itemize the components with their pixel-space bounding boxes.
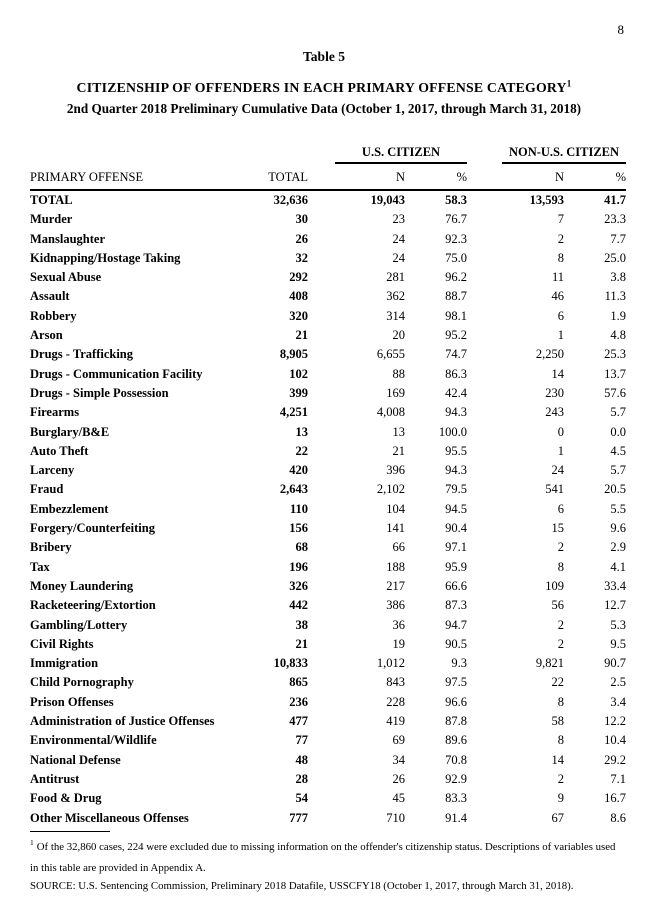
- total-cell: 236: [289, 694, 308, 709]
- offense-name-cell: Drugs - Communication Facility: [30, 366, 203, 381]
- offense-name-cell: Bribery: [30, 540, 72, 555]
- col-header-primary-offense: PRIMARY OFFENSE: [30, 164, 243, 190]
- total-cell: 10,833: [273, 656, 308, 671]
- nonus-n-cell: 46: [551, 289, 564, 304]
- nonus-n-cell: 56: [551, 598, 564, 613]
- nonus-pct-cell: 57.6: [604, 385, 626, 400]
- total-cell: 156: [289, 521, 308, 536]
- table-row: [30, 538, 626, 557]
- title-text: CITIZENSHIP OF OFFENDERS IN EACH PRIMARY OFFENSE CATEGORY: [76, 80, 567, 95]
- total-cell: 442: [289, 598, 308, 613]
- table-label: Table 5: [303, 49, 345, 64]
- column-header-row: [30, 164, 626, 190]
- nonus-n-cell: 7: [557, 212, 564, 227]
- us-n-cell: 26: [392, 771, 405, 786]
- total-cell: 54: [295, 791, 308, 806]
- nonus-n-cell: 2: [557, 771, 564, 786]
- offense-name-cell: Drugs - Simple Possession: [30, 385, 169, 400]
- total-cell: 4,251: [279, 405, 308, 420]
- nonus-n-cell: 1: [557, 443, 564, 458]
- total-cell: 13: [295, 424, 308, 439]
- footnote: [30, 837, 624, 879]
- offense-name-cell: Food & Drug: [30, 791, 102, 806]
- total-cell: 8,905: [279, 347, 308, 362]
- us-pct-cell: 95.2: [445, 328, 467, 343]
- total-cell: 26: [295, 231, 308, 246]
- nonus-n-cell: 11: [551, 270, 564, 285]
- offense-name-cell: Sexual Abuse: [30, 270, 102, 285]
- us-pct-cell: 42.4: [445, 385, 467, 400]
- nonus-n-cell: 22: [551, 675, 564, 690]
- nonus-pct-cell: 33.4: [604, 578, 626, 593]
- offense-name-cell: Burglary/B&E: [30, 424, 110, 439]
- table-row: [30, 731, 626, 750]
- total-cell: 32: [295, 250, 308, 265]
- document-title: [0, 80, 648, 96]
- nonus-pct-cell: 10.4: [604, 733, 626, 748]
- offense-name-cell: Civil Rights: [30, 636, 94, 651]
- offense-name-cell: Drugs - Trafficking: [30, 347, 134, 362]
- us-pct-cell: 88.7: [445, 289, 467, 304]
- us-n-cell: 24: [392, 231, 405, 246]
- us-n-cell: 21: [392, 443, 405, 458]
- total-cell: 22: [295, 443, 308, 458]
- us-n-cell: 228: [386, 694, 405, 709]
- nonus-pct-cell: 41.7: [604, 193, 626, 207]
- us-n-cell: 19,043: [370, 193, 405, 207]
- us-pct-cell: 94.3: [445, 463, 467, 478]
- offense-name-cell: Gambling/Lottery: [30, 617, 128, 632]
- table-row: [30, 789, 626, 808]
- us-pct-cell: 97.5: [445, 675, 467, 690]
- total-cell: 399: [289, 385, 308, 400]
- source-line: SOURCE: U.S. Sentencing Commission, Preliminary 2018 Datafile, USSCFY18 (October 1, 2017, through March 31, 2018).: [30, 880, 574, 892]
- nonus-pct-cell: 4.8: [610, 328, 626, 343]
- nonus-pct-cell: 25.0: [604, 250, 626, 265]
- us-pct-cell: 90.5: [445, 636, 467, 651]
- us-n-cell: 314: [386, 308, 405, 323]
- nonus-pct-cell: 5.5: [610, 501, 626, 516]
- us-citizen-group-header: U.S. CITIZEN: [335, 145, 467, 164]
- us-n-cell: 362: [386, 289, 405, 304]
- nonus-pct-cell: 7.7: [610, 231, 626, 246]
- nonus-pct-cell: 0.0: [610, 424, 626, 439]
- col-header-us-n: N: [308, 164, 405, 190]
- us-pct-cell: 87.8: [445, 714, 467, 729]
- nonus-pct-cell: 29.2: [604, 752, 626, 767]
- offense-name-cell: Child Pornography: [30, 675, 134, 690]
- us-pct-cell: 86.3: [445, 366, 467, 381]
- us-n-cell: 843: [386, 675, 405, 690]
- table-row: [30, 500, 626, 519]
- footnote-marker: 1: [30, 838, 34, 848]
- us-pct-cell: 92.9: [445, 771, 467, 786]
- total-cell: 292: [289, 270, 308, 285]
- nonus-n-cell: 8: [557, 559, 564, 574]
- us-pct-cell: 95.9: [445, 559, 467, 574]
- table-row: [30, 384, 626, 403]
- offense-name-cell: Racketeering/Extortion: [30, 598, 156, 613]
- us-pct-cell: 70.8: [445, 752, 467, 767]
- nonus-pct-cell: 2.5: [610, 675, 626, 690]
- col-header-us-pct: %: [405, 164, 467, 190]
- offense-name-cell: Auto Theft: [30, 443, 89, 458]
- us-n-cell: 710: [386, 810, 405, 825]
- offense-name-cell: Immigration: [30, 656, 99, 671]
- nonus-n-cell: 8: [557, 694, 564, 709]
- table-row: [30, 403, 626, 422]
- table-row: [30, 365, 626, 384]
- table-row: [30, 249, 626, 268]
- offense-name-cell: Prison Offenses: [30, 694, 114, 709]
- nonus-pct-cell: 8.6: [610, 810, 626, 825]
- total-cell: 102: [289, 366, 308, 381]
- offense-name-cell: National Defense: [30, 752, 121, 767]
- table-row: [30, 307, 626, 326]
- us-citizen-group-header-cell: [308, 138, 467, 164]
- table-row: [30, 230, 626, 249]
- us-pct-cell: 98.1: [445, 308, 467, 323]
- us-pct-cell: 58.3: [445, 193, 467, 207]
- group-header-spacer: [30, 138, 308, 164]
- title-footnote-marker: 1: [566, 78, 572, 89]
- total-cell: 28: [295, 771, 308, 786]
- footnote-text: Of the 32,860 cases, 224 were excluded due to missing information on the offender's citizenship status. Descriptions of variables used in this table are provided in Appendix A.: [30, 841, 616, 874]
- us-pct-cell: 79.5: [445, 482, 467, 497]
- nonus-n-cell: 2: [557, 540, 564, 555]
- total-cell: 777: [289, 810, 308, 825]
- table-row: [30, 635, 626, 654]
- nonus-pct-cell: 9.6: [610, 521, 626, 536]
- document-subtitle: 2nd Quarter 2018 Preliminary Cumulative Data (October 1, 2017, through March 31, 2018): [66, 101, 582, 116]
- nonus-n-cell: 230: [545, 385, 564, 400]
- us-pct-cell: 94.3: [445, 405, 467, 420]
- us-pct-cell: 87.3: [445, 598, 467, 613]
- us-pct-cell: 83.3: [445, 791, 467, 806]
- nonus-n-cell: 58: [551, 714, 564, 729]
- nonus-pct-cell: 20.5: [604, 482, 626, 497]
- offense-name-cell: Assault: [30, 289, 70, 304]
- us-n-cell: 6,655: [376, 347, 405, 362]
- offense-name-cell: Antitrust: [30, 771, 80, 786]
- nonus-pct-cell: 11.3: [604, 289, 626, 304]
- offense-name-cell: Embezzlement: [30, 501, 109, 516]
- us-n-cell: 88: [392, 366, 405, 381]
- nonus-pct-cell: 9.5: [610, 636, 626, 651]
- offense-name-cell: Administration of Justice Offenses: [30, 714, 215, 729]
- nonus-n-cell: 0: [557, 424, 564, 439]
- total-cell: 408: [289, 289, 308, 304]
- nonus-n-cell: 2: [557, 636, 564, 651]
- nonus-pct-cell: 23.3: [604, 212, 626, 227]
- nonus-n-cell: 9,821: [535, 656, 564, 671]
- nonus-pct-cell: 13.7: [604, 366, 626, 381]
- table-row: [30, 577, 626, 596]
- offense-name-cell: Tax: [30, 559, 50, 574]
- nonus-pct-cell: 5.7: [610, 405, 626, 420]
- nonus-pct-cell: 16.7: [604, 791, 626, 806]
- us-n-cell: 419: [386, 714, 405, 729]
- offense-name-cell: TOTAL: [30, 193, 73, 207]
- total-cell: 320: [289, 308, 308, 323]
- table-row: [30, 751, 626, 770]
- total-cell: 77: [295, 733, 308, 748]
- total-cell: 326: [289, 578, 308, 593]
- us-n-cell: 45: [392, 791, 405, 806]
- offense-name-cell: Kidnapping/Hostage Taking: [30, 250, 181, 265]
- non-us-citizen-group-header-cell: [467, 138, 626, 164]
- total-cell: 865: [289, 675, 308, 690]
- nonus-pct-cell: 7.1: [610, 771, 626, 786]
- us-n-cell: 169: [386, 385, 405, 400]
- citizenship-table: [30, 138, 626, 828]
- total-cell: 21: [295, 636, 308, 651]
- us-n-cell: 281: [386, 270, 405, 285]
- total-cell: 21: [295, 328, 308, 343]
- offense-name-cell: Other Miscellaneous Offenses: [30, 810, 189, 825]
- us-n-cell: 19: [392, 636, 405, 651]
- table-row: [30, 480, 626, 499]
- table-row: [30, 596, 626, 615]
- table-row: [30, 442, 626, 461]
- offense-name-cell: Larceny: [30, 463, 75, 478]
- us-pct-cell: 75.0: [445, 250, 467, 265]
- table-row: [30, 345, 626, 364]
- us-pct-cell: 100.0: [438, 424, 467, 439]
- us-pct-cell: 90.4: [445, 521, 467, 536]
- col-header-total: TOTAL: [243, 164, 308, 190]
- us-n-cell: 2,102: [376, 482, 405, 497]
- us-pct-cell: 76.7: [445, 212, 467, 227]
- table-body: [30, 190, 626, 828]
- offense-name-cell: Manslaughter: [30, 231, 105, 246]
- total-cell: 110: [289, 501, 308, 516]
- us-n-cell: 23: [392, 212, 405, 227]
- nonus-pct-cell: 90.7: [604, 656, 626, 671]
- nonus-n-cell: 13,593: [529, 193, 564, 207]
- col-header-nonus-pct: %: [564, 164, 626, 190]
- us-n-cell: 386: [386, 598, 405, 613]
- nonus-n-cell: 24: [551, 463, 564, 478]
- table-row: [30, 210, 626, 229]
- table-row: [30, 654, 626, 673]
- table-row: [30, 558, 626, 577]
- us-pct-cell: 9.3: [451, 656, 467, 671]
- us-n-cell: 69: [392, 733, 405, 748]
- nonus-n-cell: 8: [557, 250, 564, 265]
- us-n-cell: 24: [392, 250, 405, 265]
- nonus-pct-cell: 2.9: [610, 540, 626, 555]
- table-row: [30, 190, 626, 210]
- nonus-pct-cell: 5.3: [610, 617, 626, 632]
- nonus-n-cell: 2: [557, 617, 564, 632]
- nonus-n-cell: 2: [557, 231, 564, 246]
- us-pct-cell: 66.6: [445, 578, 467, 593]
- total-cell: 48: [295, 752, 308, 767]
- us-pct-cell: 94.5: [445, 501, 467, 516]
- total-cell: 477: [289, 714, 308, 729]
- us-n-cell: 36: [392, 617, 405, 632]
- table-row: [30, 712, 626, 731]
- table-row: [30, 423, 626, 442]
- table-head: [30, 138, 626, 190]
- non-us-citizen-group-header: NON-U.S. CITIZEN: [502, 145, 626, 164]
- nonus-n-cell: 6: [557, 308, 564, 323]
- table-row: [30, 326, 626, 345]
- nonus-n-cell: 15: [551, 521, 564, 536]
- nonus-n-cell: 2,250: [535, 347, 564, 362]
- us-n-cell: 217: [386, 578, 405, 593]
- us-pct-cell: 96.2: [445, 270, 467, 285]
- nonus-pct-cell: 25.3: [604, 347, 626, 362]
- nonus-n-cell: 14: [551, 366, 564, 381]
- total-cell: 30: [295, 212, 308, 227]
- us-n-cell: 141: [386, 521, 405, 536]
- nonus-n-cell: 109: [545, 578, 564, 593]
- us-pct-cell: 92.3: [445, 231, 467, 246]
- us-n-cell: 396: [386, 463, 405, 478]
- footnote-separator: [30, 831, 110, 832]
- nonus-pct-cell: 4.1: [610, 559, 626, 574]
- offense-name-cell: Fraud: [30, 482, 64, 497]
- us-n-cell: 66: [392, 540, 405, 555]
- table-row: [30, 770, 626, 789]
- nonus-pct-cell: 4.5: [610, 443, 626, 458]
- nonus-n-cell: 6: [557, 501, 564, 516]
- us-n-cell: 104: [386, 501, 405, 516]
- us-pct-cell: 89.6: [445, 733, 467, 748]
- page-number: 8: [617, 22, 624, 37]
- total-cell: 196: [289, 559, 308, 574]
- table-row: [30, 461, 626, 480]
- nonus-n-cell: 541: [545, 482, 564, 497]
- us-pct-cell: 97.1: [445, 540, 467, 555]
- nonus-n-cell: 9: [557, 791, 564, 806]
- offense-name-cell: Money Laundering: [30, 578, 134, 593]
- offense-name-cell: Firearms: [30, 405, 80, 420]
- nonus-pct-cell: 5.7: [610, 463, 626, 478]
- us-n-cell: 1,012: [376, 656, 405, 671]
- table-row: [30, 673, 626, 692]
- nonus-n-cell: 8: [557, 733, 564, 748]
- offense-name-cell: Forgery/Counterfeiting: [30, 521, 155, 536]
- nonus-n-cell: 1: [557, 328, 564, 343]
- total-cell: 68: [295, 540, 308, 555]
- us-n-cell: 4,008: [376, 405, 405, 420]
- us-pct-cell: 91.4: [445, 810, 467, 825]
- us-pct-cell: 74.7: [445, 347, 467, 362]
- nonus-pct-cell: 12.2: [604, 714, 626, 729]
- us-pct-cell: 96.6: [445, 694, 467, 709]
- us-n-cell: 13: [392, 424, 405, 439]
- table-row: [30, 616, 626, 635]
- group-header-row: [30, 138, 626, 164]
- table-row: [30, 268, 626, 287]
- table-row: [30, 809, 626, 828]
- table-row: [30, 519, 626, 538]
- total-cell: 38: [295, 617, 308, 632]
- offense-name-cell: Murder: [30, 212, 73, 227]
- us-pct-cell: 94.7: [445, 617, 467, 632]
- nonus-pct-cell: 12.7: [604, 598, 626, 613]
- us-n-cell: 188: [386, 559, 405, 574]
- us-n-cell: 20: [392, 328, 405, 343]
- nonus-pct-cell: 3.8: [610, 270, 626, 285]
- col-header-nonus-n: N: [467, 164, 564, 190]
- nonus-n-cell: 243: [545, 405, 564, 420]
- offense-name-cell: Robbery: [30, 308, 77, 323]
- total-cell: 32,636: [273, 193, 308, 207]
- us-n-cell: 34: [392, 752, 405, 767]
- total-cell: 2,643: [279, 482, 308, 497]
- nonus-pct-cell: 1.9: [610, 308, 626, 323]
- offense-name-cell: Arson: [30, 328, 63, 343]
- nonus-pct-cell: 3.4: [610, 694, 626, 709]
- offense-name-cell: Environmental/Wildlife: [30, 733, 157, 748]
- table-row: [30, 287, 626, 306]
- us-pct-cell: 95.5: [445, 443, 467, 458]
- nonus-n-cell: 14: [551, 752, 564, 767]
- total-cell: 420: [289, 463, 308, 478]
- table-row: [30, 693, 626, 712]
- nonus-n-cell: 67: [551, 810, 564, 825]
